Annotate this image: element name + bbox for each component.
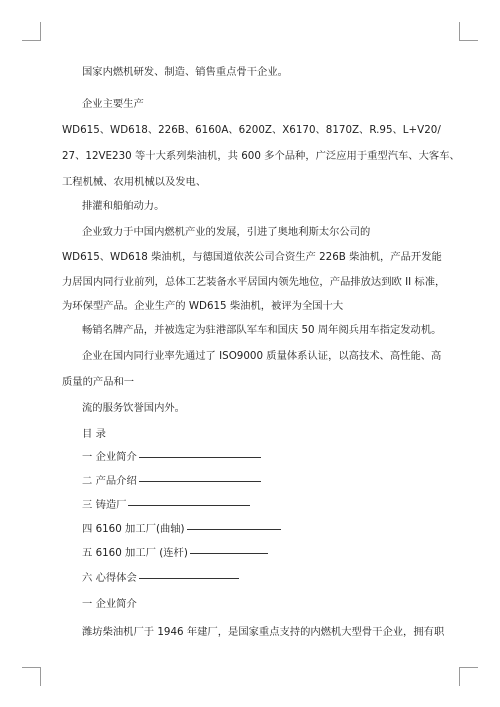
toc-leader-line (139, 481, 261, 482)
toc-leader-line (190, 553, 268, 554)
paragraph-line: 27、12VE230 等十大系列柴油机，共 600 多个品种，广泛应用于重型汽车、大客车、 (62, 150, 460, 162)
paragraph-line: 流的服务饮誉国内外。 (82, 402, 185, 414)
toc-leader-line (139, 578, 239, 579)
toc-item[interactable] (82, 547, 268, 560)
toc-leader-line (128, 505, 250, 506)
toc-item[interactable] (82, 475, 261, 488)
paragraph-line: WD615、WD618 柴油机，与德国道依茨公司合资生产 226B 柴油机，产品开发能 (62, 251, 442, 263)
toc-item[interactable] (82, 572, 239, 585)
toc-leader-line (139, 457, 261, 458)
paragraph-line: 企业在国内同行业率先通过了 ISO9000 质量体系认证，以高技术、高性能、高 (82, 350, 442, 362)
toc-item-label: 五 6160 加工厂 (连杆) (82, 547, 188, 559)
toc-title: 目 录 (82, 428, 106, 440)
toc-item-label: 二 产品介绍 (82, 475, 137, 487)
section-heading: 一 企业简介 (82, 598, 137, 610)
paragraph-line: 潍坊柴油机厂于 1946 年建厂，是国家重点支持的内燃机大型骨干企业，拥有职 (82, 626, 445, 638)
paragraph-line: 质量的产品和一 (62, 376, 135, 388)
paragraph-line: 力居国内同行业前列，总体工艺装备水平居国内领先地位，产品排放达到欧 II 标准， (62, 276, 446, 288)
toc-item-label: 六 心得体会 (82, 572, 137, 584)
paragraph-line: 企业致力于中国内燃机产业的发展，引进了奥地利斯太尔公司的 (82, 226, 371, 238)
toc-leader-line (187, 529, 281, 530)
toc-item[interactable] (82, 523, 281, 536)
paragraph-line: 畅销名牌产品，并被选定为驻港部队军车和国庆 50 周年阅兵用车指定发动机。 (82, 324, 442, 336)
toc-item-label: 一 企业简介 (82, 451, 137, 463)
paragraph-line: 国家内燃机研发、制造、销售重点骨干企业。 (82, 66, 288, 78)
paragraph-line: 企业主要生产 (82, 98, 144, 110)
paragraph-line: 为环保型产品。企业生产的 WD615 柴油机，被评为全国十大 (62, 300, 344, 312)
toc-item-label: 四 6160 加工厂(曲轴) (82, 523, 185, 535)
toc-item[interactable] (82, 499, 250, 512)
paragraph-line: 工程机械、农用机械以及发电、 (62, 176, 207, 188)
toc-item[interactable] (82, 451, 261, 464)
paragraph-line: 排灌和船舶动力。 (82, 200, 165, 212)
paragraph-line: WD615、WD618、226B、6160A、6200Z、X6170、8170Z、R.95、L+V20/ (62, 124, 441, 136)
toc-item-label: 三 铸造厂 (82, 499, 127, 511)
